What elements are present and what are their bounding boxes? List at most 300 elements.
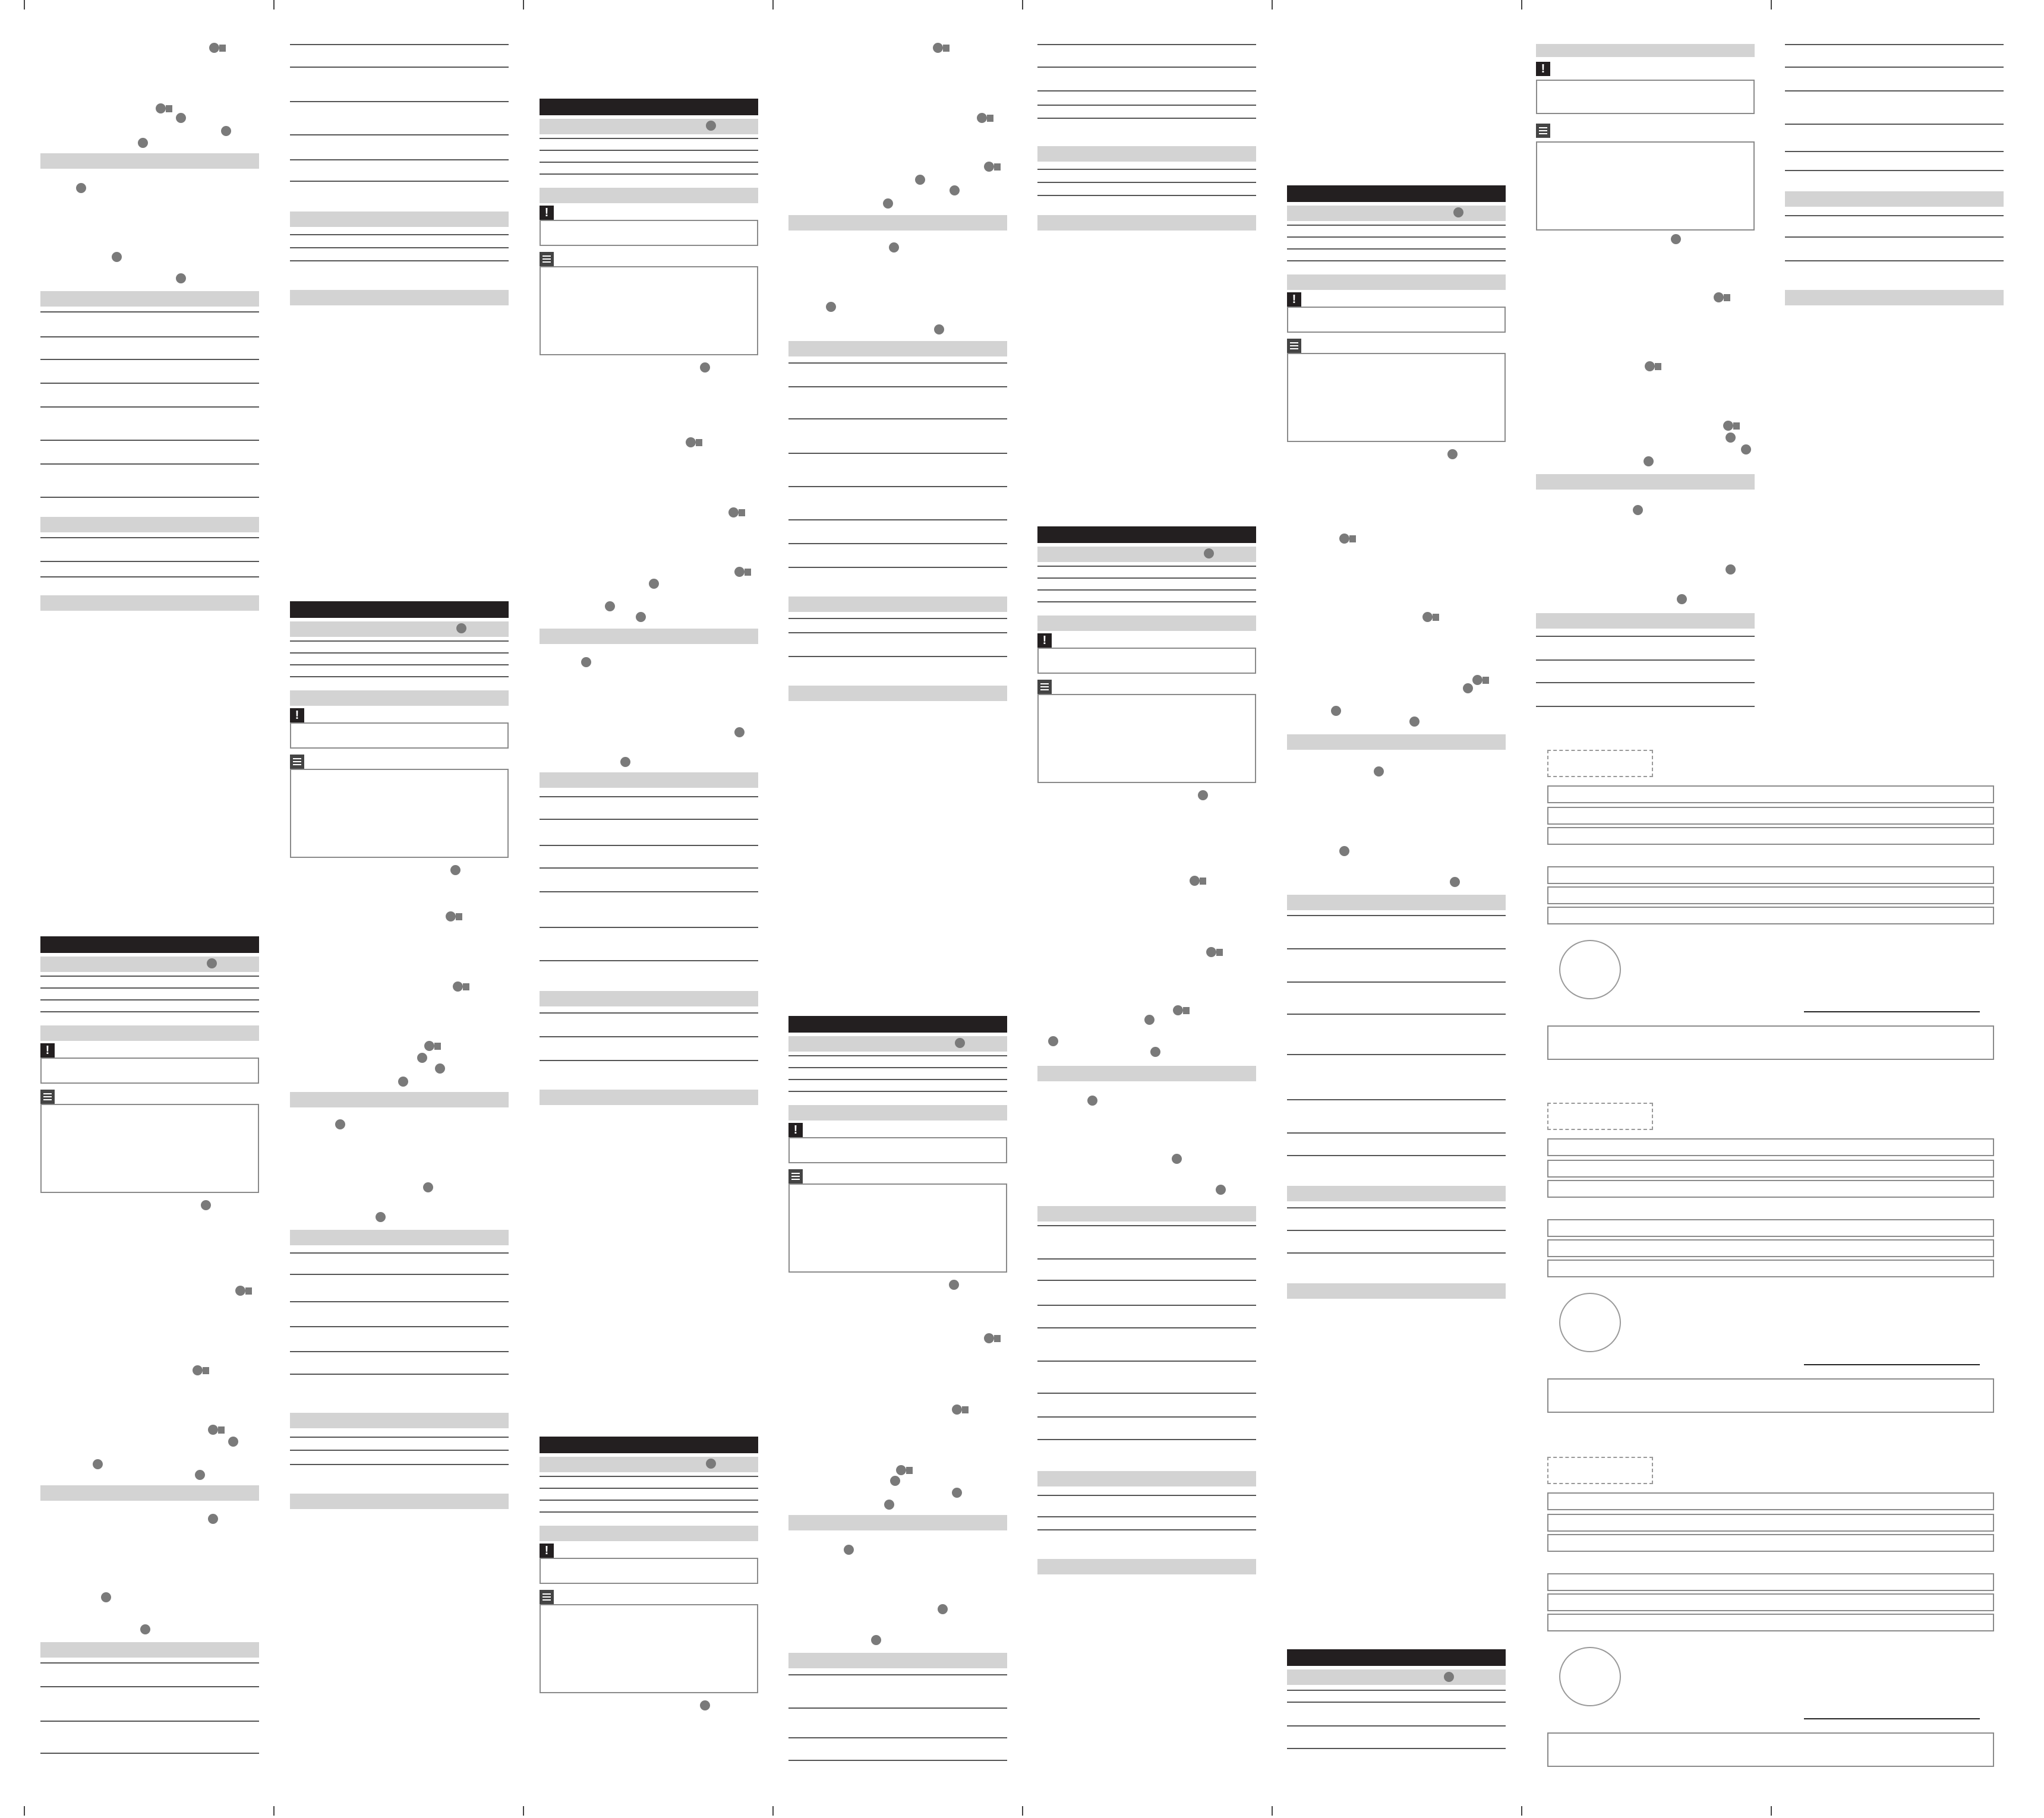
divider-line (540, 138, 758, 139)
divider-line (540, 173, 758, 175)
callout-marker-icon (938, 1604, 948, 1614)
divider-line (1037, 1305, 1256, 1306)
divider-line (540, 1012, 758, 1014)
section-band (290, 690, 509, 706)
divider-line (788, 486, 1007, 487)
divider-line (40, 383, 259, 384)
divider-line (1037, 1393, 1256, 1394)
section-header-bar (1287, 1649, 1506, 1666)
note-box (40, 1104, 259, 1193)
divider-line (290, 676, 509, 677)
divider-line (290, 159, 509, 160)
section-header-bar (290, 601, 509, 618)
note-icon (1287, 339, 1301, 353)
divider-line (788, 1079, 1007, 1080)
divider-line (788, 632, 1007, 633)
divider-line (40, 1753, 259, 1754)
callout-marker-icon (949, 1280, 959, 1290)
section-band (1287, 1669, 1506, 1685)
callout-marker-icon (208, 1514, 218, 1524)
callout-marker-icon (871, 1635, 881, 1645)
divider-line (40, 1011, 259, 1012)
callout-marker-icon (101, 1592, 111, 1602)
crop-mark (1022, 0, 1023, 10)
divider-line (1287, 260, 1506, 261)
section-band (540, 1090, 758, 1105)
divider-line (40, 1686, 259, 1687)
callout-marker-icon (906, 1467, 913, 1474)
section-band (1287, 1186, 1506, 1201)
section-band (1037, 1559, 1256, 1574)
section-band (1037, 215, 1256, 231)
section-band (788, 1653, 1007, 1668)
divider-line (788, 543, 1007, 544)
callout-marker-icon (915, 175, 925, 185)
divider-line (1037, 1529, 1256, 1530)
form-field (1547, 1514, 1994, 1532)
divider-line (290, 1450, 509, 1451)
section-band (788, 596, 1007, 612)
callout-marker-icon (1200, 878, 1206, 885)
callout-marker-icon (745, 569, 751, 576)
form-field (1547, 886, 1994, 904)
divider-line (40, 336, 259, 337)
divider-line (540, 891, 758, 892)
note-box (1037, 694, 1256, 783)
form-field (1547, 866, 1994, 884)
divider-line (540, 150, 758, 151)
divider-line (1037, 1439, 1256, 1440)
divider-line (40, 359, 259, 360)
divider-line (1287, 1725, 1506, 1727)
callout-marker-icon (620, 757, 630, 767)
callout-marker-icon (994, 163, 1001, 171)
divider-line (1037, 1495, 1256, 1496)
callout-marker-icon (435, 1063, 445, 1074)
divider-line (1287, 1099, 1506, 1100)
divider-line (540, 1511, 758, 1513)
divider-line (788, 1674, 1007, 1675)
callout-marker-icon (934, 324, 944, 334)
divider-line (290, 664, 509, 665)
callout-marker-icon (207, 958, 217, 968)
crop-mark (24, 1806, 25, 1816)
note-icon (290, 755, 304, 769)
divider-line (1037, 169, 1256, 170)
divider-line (290, 260, 509, 261)
crop-mark (772, 1806, 774, 1816)
divider-line (540, 1476, 758, 1477)
callout-marker-icon (994, 1335, 1001, 1342)
callout-marker-icon (1453, 207, 1463, 217)
callout-marker-icon (884, 1500, 894, 1510)
divider-line (40, 987, 259, 989)
divider-line (540, 867, 758, 869)
callout-marker-icon (450, 865, 460, 875)
crop-mark (273, 0, 275, 10)
section-band (1536, 44, 1755, 57)
divider-line (1037, 118, 1256, 119)
callout-marker-icon (1444, 1672, 1454, 1682)
divider-line (290, 1374, 509, 1375)
divider-line (788, 1067, 1007, 1068)
callout-marker-icon (844, 1545, 854, 1555)
divider-line (1037, 67, 1256, 68)
divider-line (1785, 44, 2004, 45)
callout-marker-icon (734, 727, 745, 737)
divider-line (1287, 948, 1506, 949)
divider-line (788, 1091, 1007, 1092)
callout-marker-icon (1726, 433, 1736, 443)
callout-marker-icon (1339, 534, 1349, 544)
comment-box (1547, 1025, 1994, 1060)
callout-marker-icon (93, 1459, 103, 1469)
crop-mark (523, 0, 524, 10)
divider-line (788, 567, 1007, 568)
warning-icon (1536, 62, 1550, 76)
callout-marker-icon (176, 273, 186, 283)
callout-marker-icon (1144, 1015, 1155, 1025)
crop-mark (1771, 1806, 1772, 1816)
callout-marker-icon (950, 185, 960, 195)
signature-line (1804, 1718, 1980, 1719)
callout-marker-icon (453, 981, 463, 992)
section-header-bar (40, 936, 259, 953)
section-band (1037, 616, 1256, 631)
callout-marker-icon (176, 113, 186, 123)
divider-line (1037, 44, 1256, 45)
divider-line (40, 999, 259, 1000)
divider-line (1287, 1230, 1506, 1231)
callout-marker-icon (890, 1476, 900, 1486)
form-field (1547, 1239, 1994, 1257)
callout-marker-icon (636, 612, 646, 622)
section-header-bar (1037, 526, 1256, 543)
callout-marker-icon (1633, 505, 1643, 515)
section-band (788, 341, 1007, 356)
divider-line (788, 453, 1007, 454)
section-band (1037, 1206, 1256, 1222)
divider-line (290, 1274, 509, 1275)
callout-marker-icon (1172, 1154, 1182, 1164)
divider-line (540, 1036, 758, 1037)
section-header-bar (1287, 185, 1506, 202)
divider-line (40, 497, 259, 498)
form-field (1547, 1573, 1994, 1591)
section-band (1037, 146, 1256, 162)
divider-line (540, 1060, 758, 1061)
callout-marker-icon (417, 1053, 427, 1063)
callout-marker-icon (933, 43, 943, 53)
section-band (40, 1025, 259, 1041)
callout-marker-icon (700, 1700, 710, 1710)
warning-icon (1037, 633, 1052, 648)
divider-line (290, 247, 509, 248)
callout-marker-icon (826, 302, 836, 312)
section-header-bar (540, 99, 758, 115)
callout-marker-icon (1216, 949, 1223, 956)
divider-line (1785, 236, 2004, 238)
callout-marker-icon (335, 1119, 345, 1129)
crop-mark (523, 1806, 524, 1816)
section-band (40, 153, 259, 169)
note-icon (1037, 680, 1052, 694)
callout-marker-icon (1409, 717, 1420, 727)
warning-icon (788, 1123, 803, 1137)
callout-marker-icon (219, 45, 226, 52)
divider-line (290, 44, 509, 45)
callout-marker-icon (1644, 456, 1654, 466)
callout-marker-icon (218, 1426, 225, 1434)
callout-marker-icon (962, 1406, 969, 1413)
divider-line (290, 234, 509, 235)
section-band (290, 621, 509, 637)
divider-line (290, 1464, 509, 1465)
callout-marker-icon (739, 509, 745, 516)
divider-line (1287, 1702, 1506, 1703)
divider-line (1287, 225, 1506, 226)
callout-marker-icon (734, 567, 745, 577)
callout-marker-icon (700, 362, 710, 373)
callout-marker-icon (1733, 422, 1740, 430)
section-band (1287, 274, 1506, 290)
divider-line (1037, 601, 1256, 602)
note-icon (40, 1090, 55, 1104)
divider-line (540, 845, 758, 846)
divider-line (1287, 981, 1506, 983)
divider-line (1785, 215, 2004, 216)
callout-marker-icon (896, 1465, 906, 1475)
callout-marker-icon (463, 983, 469, 990)
section-header-bar (788, 1016, 1007, 1033)
callout-marker-icon (1206, 947, 1216, 957)
callout-marker-icon (1645, 361, 1655, 371)
section-header-bar (540, 1437, 758, 1453)
section-band (788, 1515, 1007, 1530)
section-band (40, 595, 259, 611)
callout-marker-icon (686, 437, 696, 447)
divider-line (540, 796, 758, 797)
divider-line (1287, 248, 1506, 250)
divider-line (1785, 90, 2004, 91)
section-band (1037, 1066, 1256, 1081)
divider-line (540, 960, 758, 961)
note-box (540, 1604, 758, 1693)
crop-mark (772, 0, 774, 10)
section-band (290, 1092, 509, 1107)
divider-line (788, 519, 1007, 520)
callout-marker-icon (156, 103, 166, 113)
divider-line (1037, 182, 1256, 183)
callout-marker-icon (1677, 594, 1687, 604)
callout-marker-icon (201, 1200, 211, 1210)
section-band (788, 1036, 1007, 1052)
section-band (540, 1457, 758, 1472)
warning-box (290, 722, 509, 749)
note-box (540, 266, 758, 355)
callout-marker-icon (1741, 444, 1751, 454)
divider-line (1037, 90, 1256, 91)
crop-mark (1521, 1806, 1522, 1816)
divider-line (290, 181, 509, 182)
crop-mark (1521, 0, 1522, 10)
divider-line (540, 1500, 758, 1501)
crop-mark (1272, 0, 1273, 10)
callout-marker-icon (1714, 292, 1724, 302)
form-field (1547, 1160, 1994, 1178)
callout-marker-icon (1726, 564, 1736, 575)
divider-line (1037, 1225, 1256, 1226)
divider-line (40, 311, 259, 313)
divider-line (1785, 67, 2004, 68)
callout-marker-icon (1349, 535, 1356, 542)
divider-line (1287, 1690, 1506, 1691)
callout-marker-icon (138, 138, 148, 148)
divider-line (1287, 1054, 1506, 1055)
divider-line (290, 1301, 509, 1302)
divider-line (1037, 1258, 1256, 1260)
warning-box (540, 220, 758, 246)
divider-line (788, 362, 1007, 364)
form-field (1547, 1492, 1994, 1510)
crop-mark (1272, 1806, 1273, 1816)
warning-icon (40, 1043, 55, 1058)
divider-line (788, 1760, 1007, 1761)
divider-line (1536, 636, 1755, 637)
form-field (1547, 1614, 1994, 1631)
divider-line (540, 927, 758, 928)
note-box (290, 769, 509, 858)
divider-line (1287, 1207, 1506, 1208)
note-icon (1536, 124, 1550, 138)
divider-line (290, 101, 509, 102)
crop-mark (24, 0, 25, 10)
divider-line (40, 406, 259, 408)
divider-line (290, 1351, 509, 1352)
divider-line (1287, 1748, 1506, 1749)
note-box (788, 1183, 1007, 1273)
divider-line (40, 463, 259, 465)
form-field (1547, 1180, 1994, 1198)
section-band (1037, 547, 1256, 562)
divider-line (290, 134, 509, 135)
section-band (1536, 613, 1755, 629)
callout-marker-icon (1655, 363, 1661, 370)
callout-marker-icon (1216, 1185, 1226, 1195)
callout-marker-icon (434, 1043, 441, 1050)
warning-box (788, 1137, 1007, 1163)
divider-line (1785, 170, 2004, 171)
section-band (788, 1105, 1007, 1121)
section-band (1536, 474, 1755, 490)
warning-icon (290, 708, 304, 722)
section-band (1287, 895, 1506, 910)
comment-box (1547, 1378, 1994, 1413)
callout-marker-icon (1048, 1036, 1058, 1046)
divider-line (40, 576, 259, 577)
divider-line (40, 561, 259, 562)
callout-marker-icon (728, 507, 739, 517)
callout-marker-icon (955, 1038, 965, 1048)
form-field (1547, 1593, 1994, 1611)
callout-marker-icon (883, 198, 893, 209)
section-band (540, 629, 758, 644)
label-placeholder (1547, 1103, 1653, 1130)
callout-marker-icon (209, 43, 219, 53)
note-box (1536, 141, 1755, 231)
signature-line (1804, 1011, 1980, 1012)
callout-marker-icon (1204, 548, 1214, 558)
callout-marker-icon (228, 1437, 238, 1447)
divider-line (1037, 1516, 1256, 1517)
callout-marker-icon (977, 113, 987, 123)
divider-line (1037, 589, 1256, 591)
warning-box (1037, 648, 1256, 674)
crop-mark (1022, 1806, 1023, 1816)
crop-mark (273, 1806, 275, 1816)
divider-line (540, 1488, 758, 1489)
warning-icon (540, 1544, 554, 1558)
section-band (40, 1642, 259, 1658)
note-icon (540, 1590, 554, 1604)
callout-marker-icon (1671, 234, 1681, 244)
callout-marker-icon (195, 1470, 205, 1480)
callout-marker-icon (423, 1182, 433, 1192)
comment-box (1547, 1732, 1994, 1767)
form-field (1547, 1138, 1994, 1156)
divider-line (290, 1437, 509, 1438)
form-field (1547, 1260, 1994, 1277)
callout-marker-icon (1723, 421, 1733, 431)
callout-marker-icon (1724, 294, 1730, 301)
callout-marker-icon (952, 1488, 962, 1498)
section-band (1287, 206, 1506, 221)
divider-line (40, 537, 259, 538)
divider-line (1037, 105, 1256, 106)
callout-marker-icon (1482, 677, 1489, 684)
callout-marker-icon (446, 911, 456, 921)
form-field (1547, 907, 1994, 924)
callout-marker-icon (1433, 614, 1439, 621)
section-band (40, 957, 259, 972)
section-band (290, 1230, 509, 1245)
callout-marker-icon (208, 1425, 218, 1435)
section-band (540, 991, 758, 1006)
section-band (540, 772, 758, 788)
divider-line (290, 67, 509, 68)
callout-marker-icon (221, 126, 231, 136)
divider-line (788, 1707, 1007, 1709)
warning-icon (540, 206, 554, 220)
callout-marker-icon (706, 121, 716, 131)
callout-marker-icon (984, 1333, 994, 1343)
callout-marker-icon (1190, 876, 1200, 886)
callout-marker-icon (112, 252, 122, 262)
divider-line (290, 1252, 509, 1254)
section-band (788, 215, 1007, 231)
signature-line (1804, 1364, 1980, 1365)
callout-marker-icon (424, 1041, 434, 1051)
divider-line (1037, 577, 1256, 579)
callout-marker-icon (984, 162, 994, 172)
callout-marker-icon (76, 183, 86, 193)
callout-marker-icon (943, 45, 950, 52)
divider-line (1037, 195, 1256, 196)
divider-line (1287, 915, 1506, 916)
form-field (1547, 1534, 1994, 1552)
divider-line (1785, 124, 2004, 125)
divider-line (1037, 1327, 1256, 1328)
